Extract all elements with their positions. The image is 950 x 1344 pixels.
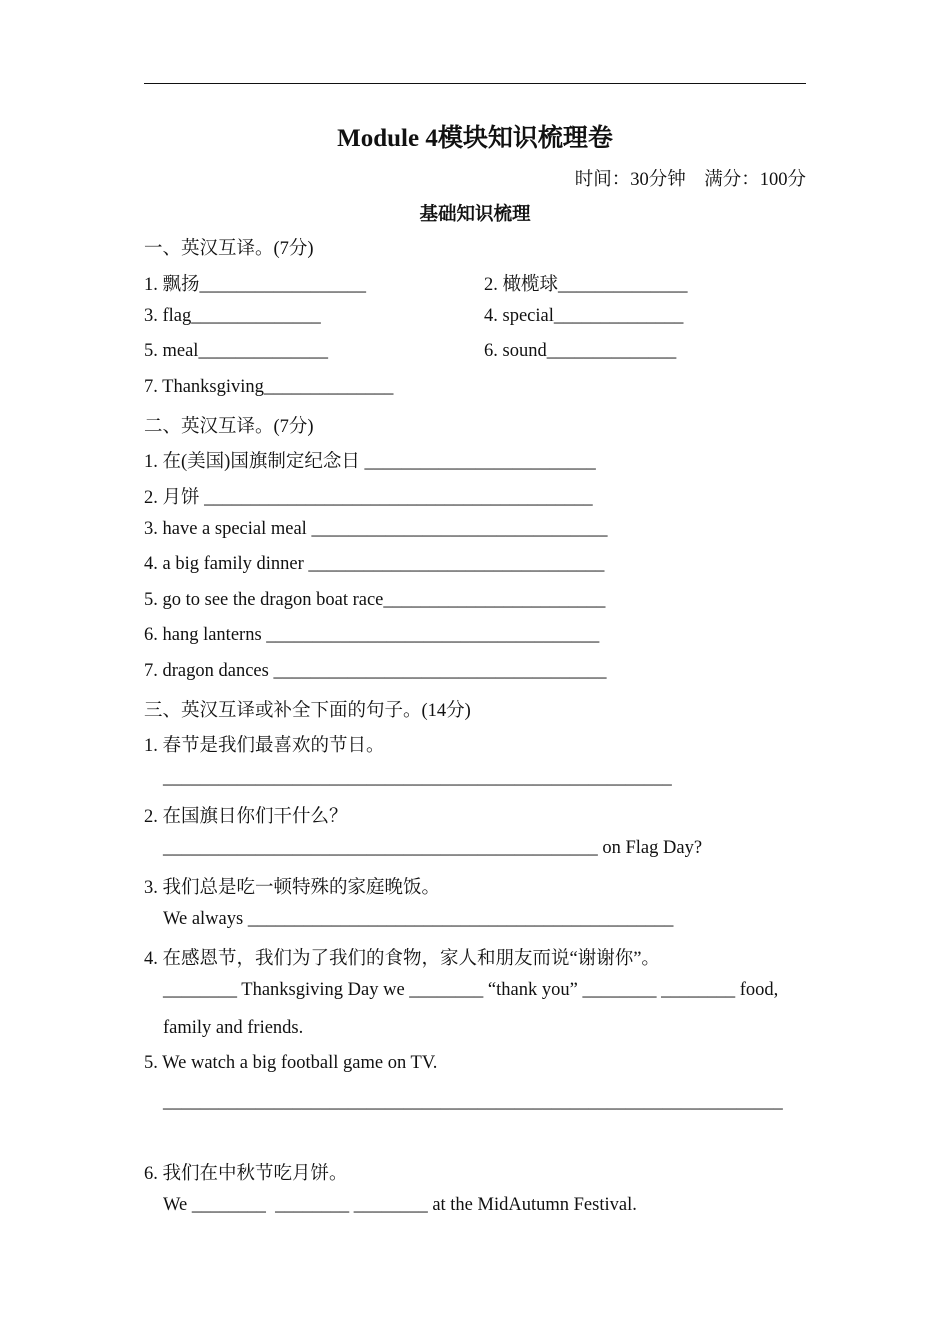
part3-q3-answer-line: We always ______________________________________________ — [163, 909, 674, 929]
part3-heading: 三、英汉互译或补全下面的句子。(14分) — [144, 701, 471, 721]
part2-item-3: 3. have a special meal ________________________________ — [144, 519, 608, 539]
part3-q1-prompt: 1. 春节是我们最喜欢的节日。 — [144, 736, 385, 756]
part1-item-7: 7. Thanksgiving______________ — [144, 377, 394, 397]
part3-q2-prompt: 2. 在国旗日你们干什么？ — [144, 807, 348, 827]
part1-item-3: 3. flag______________ — [144, 306, 321, 326]
part3-q4-answer-line-2: family and friends. — [163, 1018, 304, 1038]
part3-q6-prompt: 6. 我们在中秋节吃月饼。 — [144, 1164, 348, 1184]
part3-q6-answer-line: We ________ ________ ________ at the MidAutumn Festival. — [163, 1195, 637, 1215]
part2-item-4: 4. a big family dinner ________________________________ — [144, 554, 605, 574]
part3-q1-answer-line: _______________________________________________________ — [163, 768, 672, 788]
part3-q4-answer-line-1: ________ Thanksgiving Day we ________ “thank you” ________ ________ food, — [163, 980, 779, 1000]
part1-item-1: 1. 飘扬__________________ — [144, 275, 367, 295]
section-heading: 基础知识梳理 — [419, 205, 531, 225]
part1-heading: 一、英汉互译。(7分) — [144, 239, 314, 259]
part3-q4-prompt: 4. 在感恩节，我们为了我们的食物，家人和朋友而说“谢谢你”。 — [144, 949, 660, 969]
part2-heading: 二、英汉互译。(7分) — [144, 417, 314, 437]
part2-item-1: 1. 在(美国)国旗制定纪念日 _________________________ — [144, 452, 596, 472]
part1-item-2: 2. 橄榄球______________ — [484, 275, 688, 295]
time-limit: 时间：30分钟 — [574, 170, 686, 190]
part2-item-2: 2. 月饼 __________________________________________ — [144, 488, 593, 508]
part1-item-6: 6. sound______________ — [484, 341, 677, 361]
header-rule — [144, 83, 806, 84]
part3-q3-prompt: 3. 我们总是吃一顿特殊的家庭晚饭。 — [144, 878, 441, 898]
part2-item-7: 7. dragon dances ____________________________________ — [144, 661, 607, 681]
exam-meta — [575, 165, 806, 191]
part3-q5-prompt: 5. We watch a big football game on TV. — [144, 1053, 438, 1073]
part3-q5-answer-line: ___________________________________________________________________ — [163, 1092, 783, 1112]
part1-item-5: 5. meal______________ — [144, 341, 328, 361]
part1-item-4: 4. special______________ — [484, 306, 684, 326]
part2-item-6: 6. hang lanterns ____________________________________ — [144, 625, 600, 645]
page-title: Module 4模块知识梳理卷 — [337, 125, 613, 152]
part2-item-5: 5. go to see the dragon boat race________________________ — [144, 590, 606, 610]
full-score: 满分：100分 — [704, 170, 806, 190]
part3-q2-answer-line: _______________________________________________ on Flag Day? — [163, 838, 703, 858]
